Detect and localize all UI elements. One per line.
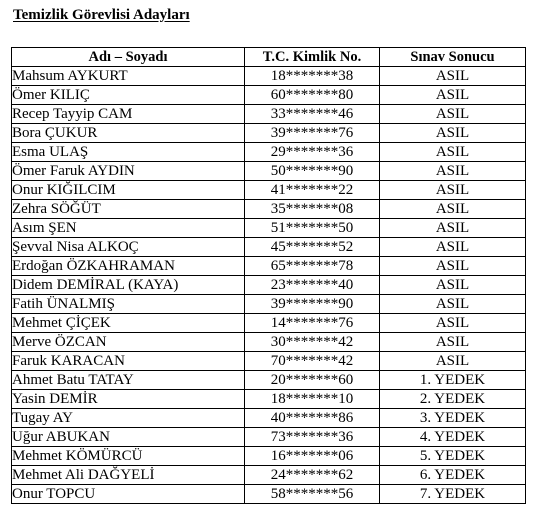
table-row [12,352,526,371]
table-row [12,295,526,314]
tc-number-cell: 50*******90 [245,162,380,181]
header-tc-number: T.C. Kimlik No. [245,48,380,67]
tc-number-cell: 29*******36 [245,143,380,162]
name-cell: Yasin DEMİR [12,390,245,409]
exam-result-cell: ASIL [380,181,526,200]
name-cell: Mahsum AYKURT [12,67,245,86]
exam-result-cell: 1. YEDEK [380,371,526,390]
tc-number-cell: 16*******06 [245,447,380,466]
table-row [12,314,526,333]
table-row [12,485,526,504]
tc-number-cell: 39*******90 [245,295,380,314]
tc-number-cell: 20*******60 [245,371,380,390]
name-cell: Şevval Nisa ALKOÇ [12,238,245,257]
exam-result-cell: ASIL [380,124,526,143]
table-row [12,162,526,181]
name-cell: Esma ULAŞ [12,143,245,162]
table-header-row [12,48,526,67]
exam-result-cell: 4. YEDEK [380,428,526,447]
name-cell: Onur TOPCU [12,485,245,504]
table-row [12,200,526,219]
name-cell: Recep Tayyip CAM [12,105,245,124]
tc-number-cell: 58*******56 [245,485,380,504]
tc-number-cell: 51*******50 [245,219,380,238]
table-row [12,124,526,143]
name-cell: Asım ŞEN [12,219,245,238]
exam-result-cell: 5. YEDEK [380,447,526,466]
name-cell: Uğur ABUKAN [12,428,245,447]
tc-number-cell: 65*******78 [245,257,380,276]
tc-number-cell: 73*******36 [245,428,380,447]
table-row [12,257,526,276]
exam-result-cell: ASIL [380,352,526,371]
exam-result-cell: 2. YEDEK [380,390,526,409]
name-cell: Ömer Faruk AYDIN [12,162,245,181]
name-cell: Didem DEMİRAL (KAYA) [12,276,245,295]
exam-result-cell: ASIL [380,67,526,86]
name-cell: Fatih ÜNALMIŞ [12,295,245,314]
exam-result-cell: ASIL [380,219,526,238]
page-title: Temizlik Görevlisi Adayları [13,7,190,23]
tc-number-cell: 35*******08 [245,200,380,219]
exam-result-cell: 3. YEDEK [380,409,526,428]
exam-result-cell: ASIL [380,143,526,162]
tc-number-cell: 45*******52 [245,238,380,257]
candidates-table [11,47,526,504]
tc-number-cell: 60*******80 [245,86,380,105]
table-row [12,219,526,238]
tc-number-cell: 70*******42 [245,352,380,371]
tc-number-cell: 40*******86 [245,409,380,428]
tc-number-cell: 33*******46 [245,105,380,124]
name-cell: Mehmet ÇİÇEK [12,314,245,333]
name-cell: Faruk KARACAN [12,352,245,371]
tc-number-cell: 39*******76 [245,124,380,143]
tc-number-cell: 18*******10 [245,390,380,409]
table-row [12,67,526,86]
name-cell: Merve ÖZCAN [12,333,245,352]
tc-number-cell: 18*******38 [245,67,380,86]
table-row [12,86,526,105]
exam-result-cell: ASIL [380,333,526,352]
exam-result-cell: ASIL [380,200,526,219]
table-row [12,428,526,447]
table-body [12,67,526,504]
table-row [12,238,526,257]
name-cell: Ahmet Batu TATAY [12,371,245,390]
exam-result-cell: ASIL [380,295,526,314]
exam-result-cell: ASIL [380,238,526,257]
name-cell: Mehmet Ali DAĞYELİ [12,466,245,485]
exam-result-cell: ASIL [380,314,526,333]
exam-result-cell: ASIL [380,276,526,295]
tc-number-cell: 41*******22 [245,181,380,200]
exam-result-cell: 7. YEDEK [380,485,526,504]
tc-number-cell: 24*******62 [245,466,380,485]
name-cell: Bora ÇUKUR [12,124,245,143]
table-row [12,333,526,352]
exam-result-cell: ASIL [380,257,526,276]
table-row [12,371,526,390]
table-row [12,447,526,466]
exam-result-cell: ASIL [380,105,526,124]
name-cell: Erdoğan ÖZKAHRAMAN [12,257,245,276]
header-name: Adı – Soyadı [12,48,245,67]
exam-result-cell: 6. YEDEK [380,466,526,485]
table-row [12,105,526,124]
table-row [12,409,526,428]
table-row [12,143,526,162]
table-row [12,466,526,485]
tc-number-cell: 14*******76 [245,314,380,333]
name-cell: Zehra SÖĞÜT [12,200,245,219]
table-row [12,390,526,409]
name-cell: Mehmet KÖMÜRCÜ [12,447,245,466]
tc-number-cell: 30*******42 [245,333,380,352]
header-exam-result: Sınav Sonucu [380,48,526,67]
name-cell: Tugay AY [12,409,245,428]
exam-result-cell: ASIL [380,86,526,105]
table-row [12,276,526,295]
table-row [12,181,526,200]
tc-number-cell: 23*******40 [245,276,380,295]
exam-result-cell: ASIL [380,162,526,181]
name-cell: Ömer KILIÇ [12,86,245,105]
name-cell: Onur KIĞILCIM [12,181,245,200]
